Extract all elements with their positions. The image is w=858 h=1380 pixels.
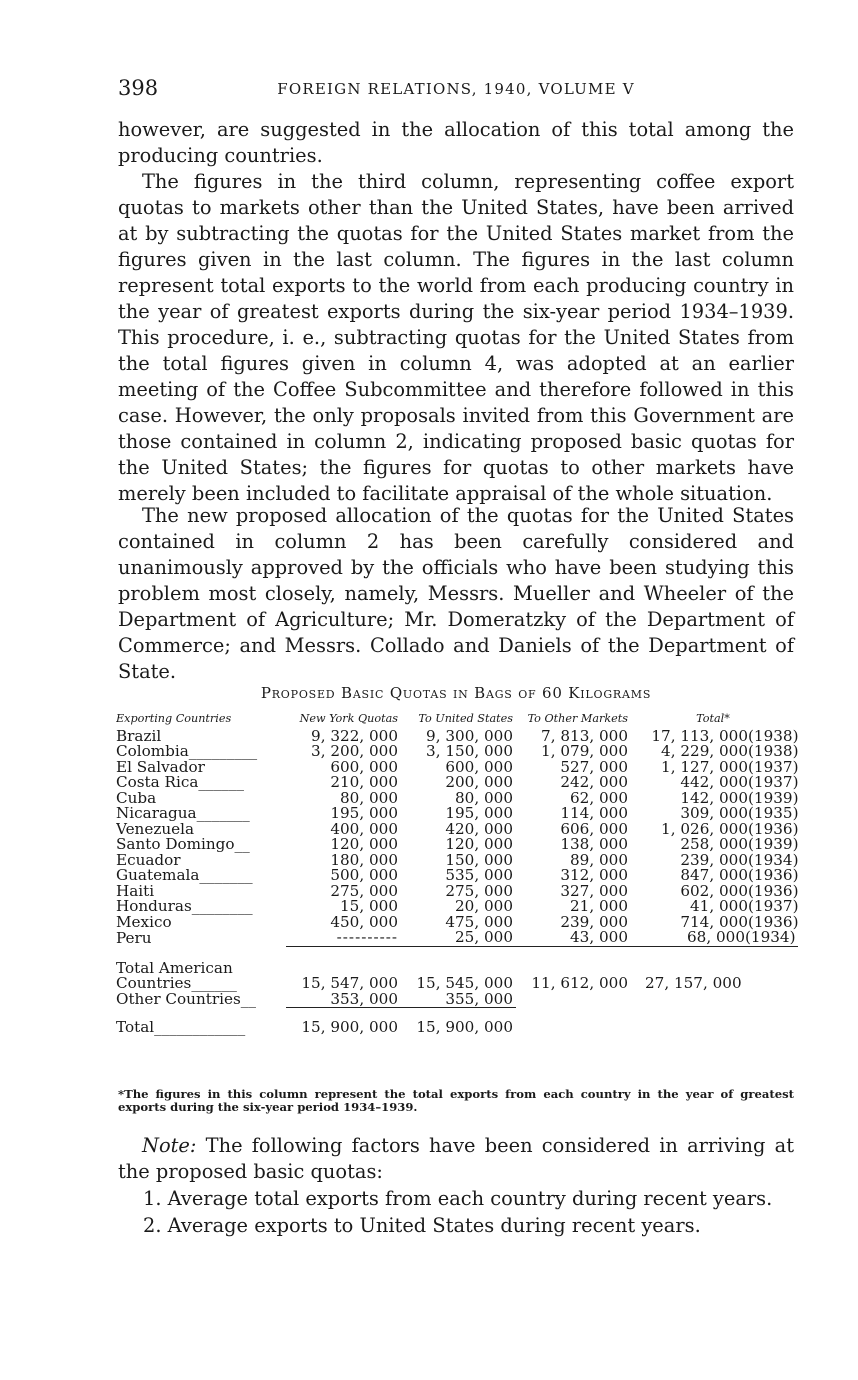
other-markets-quota: 242, 000: [560, 773, 628, 791]
total-value: 4, 229, 000: [661, 742, 748, 760]
total-value: 602, 000: [680, 881, 748, 900]
col-header-ny-quotas: New York Quotas: [299, 712, 398, 725]
factor-list: [143, 1186, 803, 1239]
total-american-ny: 15, 547, 000: [301, 974, 398, 992]
us-quota: 9, 300, 000: [426, 726, 513, 745]
page-header: [118, 76, 794, 102]
total-american-total: 27, 157, 000: [645, 974, 742, 992]
country-name: Venezuela_______: [116, 821, 248, 837]
other-markets-quota: 114, 000: [560, 804, 628, 822]
other-countries-ny: 353, 000: [286, 992, 401, 1008]
us-quota: 535, 000: [445, 866, 513, 884]
us-quota: 25, 000: [401, 930, 516, 946]
other-markets-quota: 43, 000: [516, 930, 631, 946]
quota-table: [116, 711, 798, 1036]
col-header-to-us: To United States: [418, 712, 513, 725]
us-quota: 150, 000: [445, 850, 513, 869]
grand-total-ny: 15, 900, 000: [301, 1018, 398, 1036]
country-name: Colombia_________: [116, 744, 258, 760]
ny-quota: 275, 000: [330, 881, 398, 900]
total-value: 17, 113, 000: [651, 726, 748, 745]
spacer-row: [116, 946, 798, 961]
total-value: 714, 000: [680, 912, 748, 931]
total-year: (1937): [748, 773, 799, 791]
page-number: 398: [118, 76, 159, 100]
col-header-country: Exporting Countries: [116, 712, 232, 725]
total-value: 1, 127, 000: [661, 757, 748, 776]
other-countries-row: [116, 992, 798, 1008]
us-quota: 275, 000: [445, 881, 513, 900]
grand-total-row: [116, 1020, 798, 1036]
total-year: (1938): [748, 726, 799, 745]
grand-total-us: 15, 900, 000: [416, 1018, 513, 1036]
us-quota: 120, 000: [445, 835, 513, 853]
total-value: 442, 000: [680, 773, 748, 791]
ny-quota: 80, 000: [340, 788, 398, 807]
country-name: Ecuador_________: [116, 852, 249, 868]
ny-quota: 180, 000: [330, 850, 398, 869]
country-name: Peru____________: [116, 930, 243, 946]
total-year: (1938): [748, 742, 799, 760]
ny-quota: 195, 000: [330, 804, 398, 822]
ny-quota: 400, 000: [330, 819, 398, 838]
ny-quota: 600, 000: [330, 757, 398, 776]
col-header-total: Total*: [696, 712, 730, 725]
col-header-other-markets: To Other Markets: [527, 712, 628, 725]
total-value: 68, 000: [687, 928, 745, 946]
country-name: Guatemala_______: [116, 868, 253, 884]
total-year: (1939): [748, 835, 799, 853]
us-quota: 20, 000: [455, 897, 513, 915]
us-quota: 195, 000: [445, 804, 513, 822]
us-quota: 420, 000: [445, 819, 513, 838]
other-countries-label: Other Countries__: [116, 991, 256, 1008]
country-name: Cuba____________: [116, 790, 248, 806]
total-value: 309, 000: [680, 804, 748, 822]
total-value: 258, 000: [680, 835, 748, 853]
grand-total-label: Total____________: [116, 1020, 246, 1036]
other-markets-quota: 327, 000: [560, 881, 628, 900]
other-markets-quota: 21, 000: [570, 897, 628, 915]
total-year: (1935): [748, 804, 799, 822]
total-value: 239, 000: [680, 850, 748, 869]
other-markets-quota: 527, 000: [560, 757, 628, 776]
total-year: (1937): [748, 757, 799, 776]
total-value: 41, 000: [690, 897, 748, 915]
other-markets-quota: 1, 079, 000: [541, 742, 628, 760]
ny-quota: 3, 200, 000: [311, 742, 398, 760]
ny-quota: 9, 322, 000: [311, 726, 398, 745]
total-year: (1934): [745, 928, 796, 946]
total-value: 1, 026, 000: [661, 819, 748, 838]
other-markets-quota: 312, 000: [560, 866, 628, 884]
total-value: 142, 000: [680, 788, 748, 807]
total-year: (1939): [748, 788, 799, 807]
country-name: Haiti____________: [116, 883, 246, 899]
country-name: Honduras________: [116, 899, 253, 915]
note-text: The following factors have been considered in arriving at the proposed basic quotas:: [118, 1134, 794, 1183]
total-year: (1936): [748, 819, 799, 838]
note-label: Note:: [142, 1134, 197, 1157]
note-paragraph: [118, 1133, 794, 1185]
country-name: El Salvador______: [116, 759, 251, 775]
ny-quota: 450, 000: [330, 912, 398, 931]
total-exports: [631, 930, 798, 946]
list-item: 1. Average total exports from each country during recent years.: [143, 1187, 773, 1210]
total-american-label-cont: Countries______: [116, 976, 237, 992]
other-markets-quota: 89, 000: [570, 850, 628, 869]
total-year: (1936): [748, 881, 799, 900]
ny-quota: 15, 000: [340, 897, 398, 915]
list-item: 2. Average exports to United States during recent years.: [143, 1213, 701, 1237]
total-year: (1937): [748, 897, 799, 915]
other-countries-us: 355, 000: [401, 992, 516, 1008]
table-row: [116, 930, 798, 946]
total-american-other: 11, 612, 000: [531, 974, 628, 992]
total-american-label: Total American: [116, 960, 233, 976]
country-name: Mexico__________: [116, 914, 248, 930]
running-head: FOREIGN RELATIONS, 1940, VOLUME V: [277, 80, 635, 98]
total-year: (1936): [748, 912, 799, 931]
paragraph-allocation-approval: The new proposed allocation of the quotas for the United States contained in column 2 has been carefully considered and unanimously approved by the officials who have been studying this problem most closely, namely, Messrs. Mueller and Wheeler of the Department of Agriculture; Mr. Domeratzky of the Department of Commerce; and Messrs. Collado and Daniels of the Department of State.: [118, 504, 794, 683]
country-name: Santo Domingo__: [116, 837, 250, 853]
other-markets-quota: 606, 000: [560, 819, 628, 838]
paragraph-continuation: however, are suggested in the allocation of this total among the producing countries.: [118, 118, 794, 167]
table-title: Proposed Basic Quotas in Bags of 60 Kilograms: [260, 684, 652, 702]
table-footnote: *The figures in this column represent the total exports from each country in the year of greatest exports during the six-year period 1934–1939.: [118, 1087, 794, 1114]
total-year: (1936): [748, 866, 799, 884]
other-markets-quota: 62, 000: [570, 788, 628, 807]
other-markets-quota: 7, 813, 000: [541, 726, 628, 745]
ny-quota: 120, 000: [330, 835, 398, 853]
other-markets-quota: 138, 000: [560, 835, 628, 853]
ny-quota: 210, 000: [330, 773, 398, 791]
total-year: (1934): [748, 850, 799, 869]
country-name: Nicaragua_______: [116, 806, 250, 822]
total-value: 847, 000: [680, 866, 748, 884]
us-quota: 600, 000: [445, 757, 513, 776]
country-name: Costa Rica______: [116, 775, 244, 791]
total-american-us: 15, 545, 000: [416, 974, 513, 992]
us-quota: 475, 000: [445, 912, 513, 931]
ny-quota: ----------: [286, 930, 401, 946]
us-quota: 80, 000: [455, 788, 513, 807]
us-quota: 3, 150, 000: [426, 742, 513, 760]
us-quota: 200, 000: [445, 773, 513, 791]
paragraph-figures-explanation: The figures in the third column, representing coffee export quotas to markets other than the United States, have been arrived at by subtracting the quotas for the United States market from the figures given in the last column. The figures in the last column represent total exports to the world from each producing country in the year of greatest exports during the six-year period 1934–1939. This procedure, i. e., subtracting quotas for the United States from the total figures given in column 4, was adopted at an earlier meeting of the Coffee Subcommittee and therefore followed in this case. However, the only proposals invited from this Government are those contained in column 2, indicating proposed basic quotas for the United States; the figures for quotas to other markets have merely been included to facilitate appraisal of the whole situation.: [118, 170, 794, 505]
ny-quota: 500, 000: [330, 866, 398, 884]
other-markets-quota: 239, 000: [560, 912, 628, 931]
country-name: Brazil____________: [116, 728, 253, 744]
